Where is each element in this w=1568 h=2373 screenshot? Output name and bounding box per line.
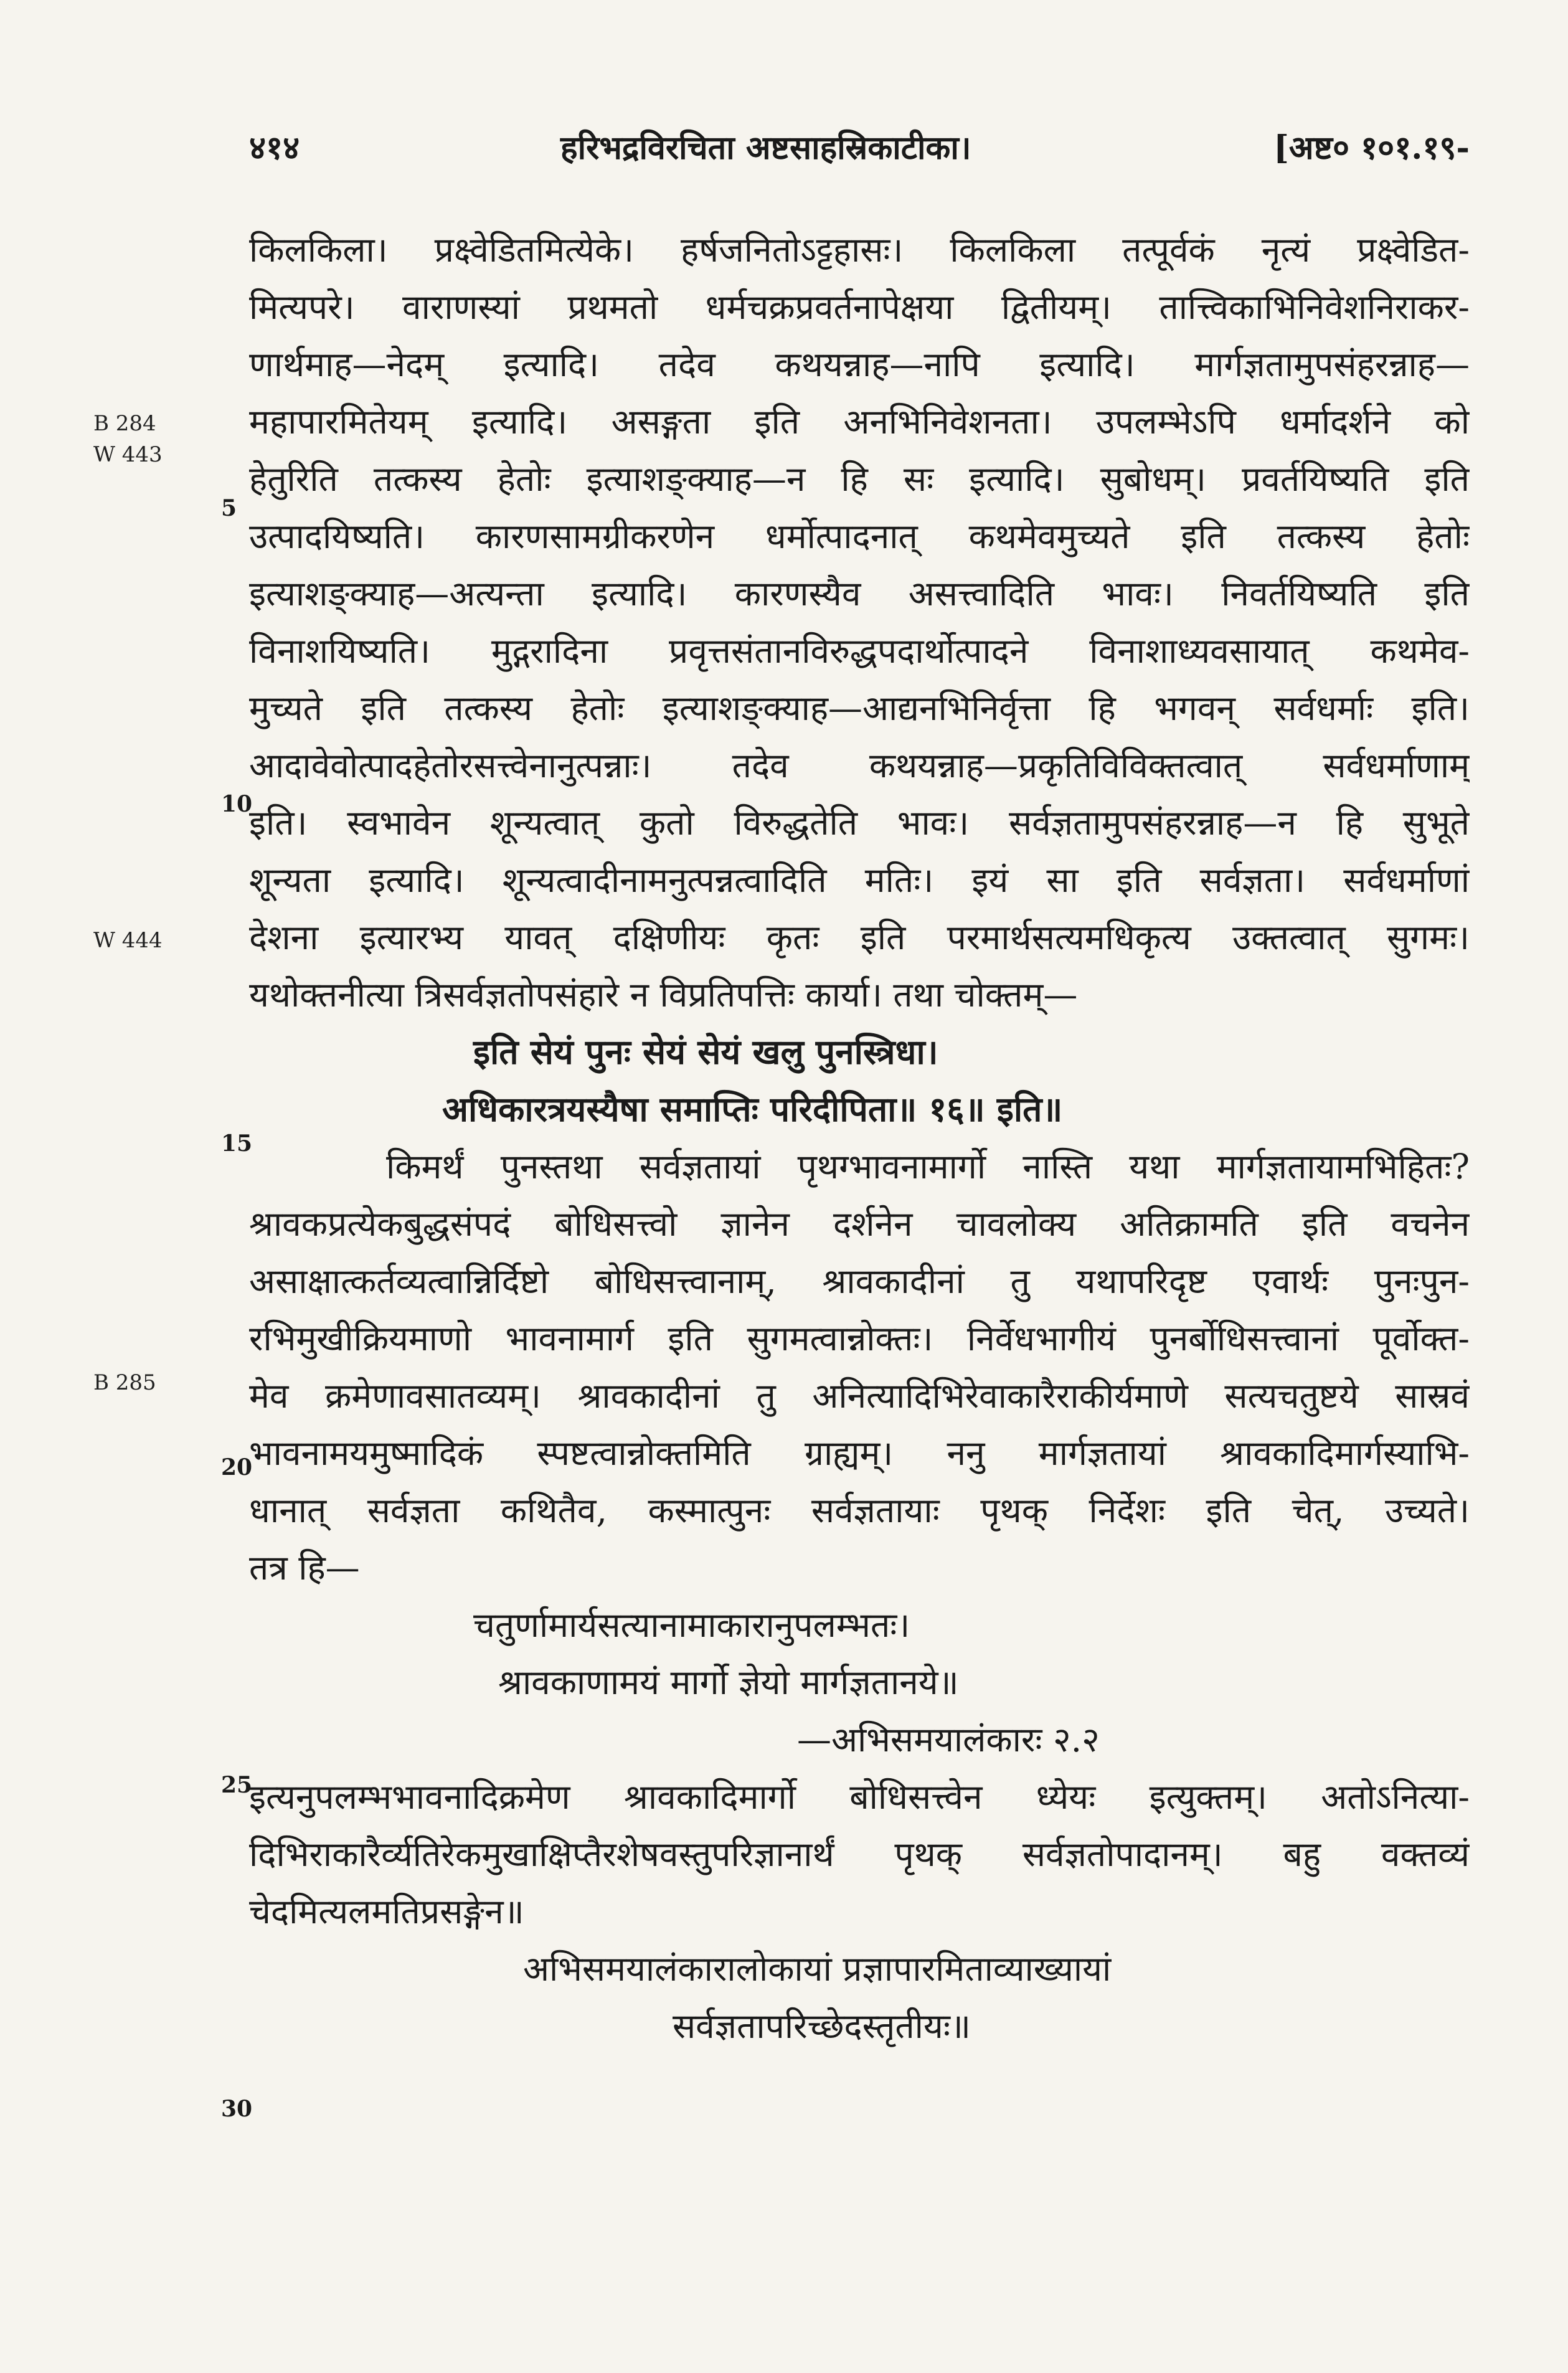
text-line: देशना इत्यारभ्य यावत् दक्षिणीयः कृतः इति परमार्थसत्यमधिकृत्य उक्तत्वात् सुगमः।	[249, 917, 1470, 957]
colophon-line: सर्वज्ञतापरिच्छेदस्तृतीयः॥	[673, 2006, 971, 2046]
text-line: मुच्यते इति तत्कस्य हेतोः इत्याशङ्क्याह—आद्यनभिनिर्वृत्ता हि भगवन् सर्वधर्माः इति।	[249, 688, 1470, 728]
text-line: रभिमुखीक्रियमाणो भावनामार्ग इति सुगमत्वान्नोक्तः। निर्वेधभागीयं पुनर्बोधिसत्त्वानां पूर्वोक्त-	[249, 1319, 1470, 1358]
margin-ref-w443: W 443	[93, 442, 163, 467]
text-line: विनाशयिष्यति। मुद्गरादिना प्रवृत्तसंतानविरुद्धपदार्थोत्पादने विनाशाध्यवसायात् कथमेव-	[249, 631, 1470, 671]
colophon-line: अभिसमयालंकारालोकायां प्रज्ञापारमिताव्याख्यायां	[523, 1949, 1112, 1989]
text-line: णार्थमाह—नेदम् इत्यादि। तदेव कथयन्नाह—नापि इत्यादि। मार्गज्ञतामुपसंहरन्नाह—	[249, 344, 1470, 384]
text-line: किमर्थं पुनस्तथा सर्वज्ञतायां पृथग्भावनामार्गो नास्ति यथा मार्गज्ञतायामभिहितः?	[386, 1147, 1470, 1186]
text-line: उत्पादयिष्यति। कारणसामग्रीकरणेन धर्मोत्पादनात् कथमेवमुच्यते इति तत्कस्य हेतोः	[249, 516, 1470, 556]
text-line: मित्यपरे। वाराणस्यां प्रथमतो धर्मचक्रप्रवर्तनापेक्षया द्वितीयम्। तात्त्विकाभिनिवेशनिराकर-	[249, 287, 1470, 327]
line-number: 25	[221, 1772, 253, 1798]
running-title: हरिभद्रविरचिता अष्टसाहस्रिकाटीका।	[560, 129, 971, 167]
margin-ref-b285: B 285	[93, 1370, 156, 1395]
text-line: दिभिराकारैर्व्यतिरेकमुखाक्षिप्तैरशेषवस्तुपरिज्ञानार्थं पृथक् सर्वज्ञतोपादानम्। बहु वक्तव्यं	[249, 1834, 1470, 1874]
text-line: हेतुरिति तत्कस्य हेतोः इत्याशङ्क्याह—न हि सः इत्यादि। सुबोधम्। प्रवर्तयिष्यति इति	[249, 459, 1470, 499]
main-text	[249, 221, 1470, 2055]
margin-ref-b284: B 284	[93, 411, 156, 436]
text-line: भावनामयमुष्मादिकं स्पष्टत्वान्नोक्तमिति ग्राह्यम्। ननु मार्गज्ञतायां श्रावकादिमार्गस्याभि-	[249, 1433, 1470, 1473]
text-line: इति। स्वभावेन शून्यत्वात् कुतो विरुद्धतेति भावः। सर्वज्ञतामुपसंहरन्नाह—न हि सुभूते	[249, 803, 1470, 843]
text-line: मेव क्रमेणावसातव्यम्। श्रावकादीनां तु अनित्यादिभिरेवाकारैराकीर्यमाणे सत्यचतुष्टये सास्रवं	[249, 1376, 1470, 1416]
text-line: इत्याशङ्क्याह—अत्यन्ता इत्यादि। कारणस्यैव असत्त्वादिति भावः। निवर्तयिष्यति इति	[249, 574, 1470, 613]
text-line: श्रावकप्रत्येकबुद्धसंपदं बोधिसत्त्वो ज्ञानेन दर्शनेन चावलोक्य अतिक्रामति इति वचनेन	[249, 1204, 1470, 1244]
text-line: किलकिला। प्रक्ष्वेडितमित्येके। हर्षजनितोऽट्टहासः। किलकिला तत्पूर्वकं नृत्यं प्रक्ष्वेडित-	[249, 230, 1470, 270]
text-line: इत्यनुपलम्भभावनादिक्रमेण श्रावकादिमार्गो बोधिसत्त्वेन ध्येयः इत्युक्तम्। अतोऽनित्या-	[249, 1777, 1470, 1817]
text-line: तत्र हि—	[249, 1548, 360, 1588]
section-reference: [अष्ट० १०१.१९-	[1273, 129, 1470, 167]
verse-line: इति सेयं पुनः सेयं सेयं खलु पुनस्त्रिधा।	[473, 1031, 938, 1072]
verse-line: चतुर्णामार्यसत्यानामाकारानुपलम्भतः।	[473, 1605, 910, 1645]
text-line: महापारमितेयम् इत्यादि। असङ्गता इति अनभिनिवेशनता। उपलम्भेऽपि धर्मादर्शने को	[249, 402, 1470, 442]
line-number: 5	[221, 495, 237, 521]
page-number: ४१४	[249, 129, 300, 167]
page-header	[249, 125, 1470, 181]
verse-line: अधिकारत्रयस्यैषा समाप्तिः परिदीपिता॥ १६॥ इति॥	[442, 1089, 1063, 1129]
verse-line: श्रावकाणामयं मार्गो ज्ञेयो मार्गज्ञतानये॥	[498, 1662, 959, 1702]
text-line: असाक्षात्कर्तव्यत्वान्निर्दिष्टो बोधिसत्त्वानाम्, श्रावकादीनां तु यथापरिदृष्ट एवार्थः पुनःपुन-	[249, 1261, 1470, 1301]
line-number: 20	[221, 1454, 253, 1480]
text-line: चेदमित्यलमतिप्रसङ्गेन॥	[249, 1892, 524, 1931]
text-line: आदावेवोत्पादहेतोरसत्त्वेनानुत्पन्नाः। तदेव कथयन्नाह—प्रकृतिविविक्तत्वात् सर्वधर्माणाम्	[249, 746, 1470, 785]
line-number: 15	[221, 1130, 253, 1157]
text-line: धानात् सर्वज्ञता कथितैव, कस्मात्पुनः सर्वज्ञतायाः पृथक् निर्देशः इति चेत्, उच्यते।	[249, 1490, 1470, 1530]
line-number: 10	[221, 791, 253, 817]
margin-ref-w444: W 444	[93, 928, 163, 953]
verse-source: —अभिसमयालंकारः २.२	[797, 1720, 1100, 1760]
text-line: शून्यता इत्यादि। शून्यत्वादीनामनुत्पन्नत्वादिति मतिः। इयं सा इति सर्वज्ञता। सर्वधर्माणां	[249, 860, 1470, 900]
line-number: 30	[221, 2096, 253, 2122]
text-line: यथोक्तनीत्या त्रिसर्वज्ञतोपसंहारे न विप्रतिपत्तिः कार्या। तथा चोक्तम्—	[249, 975, 1078, 1015]
